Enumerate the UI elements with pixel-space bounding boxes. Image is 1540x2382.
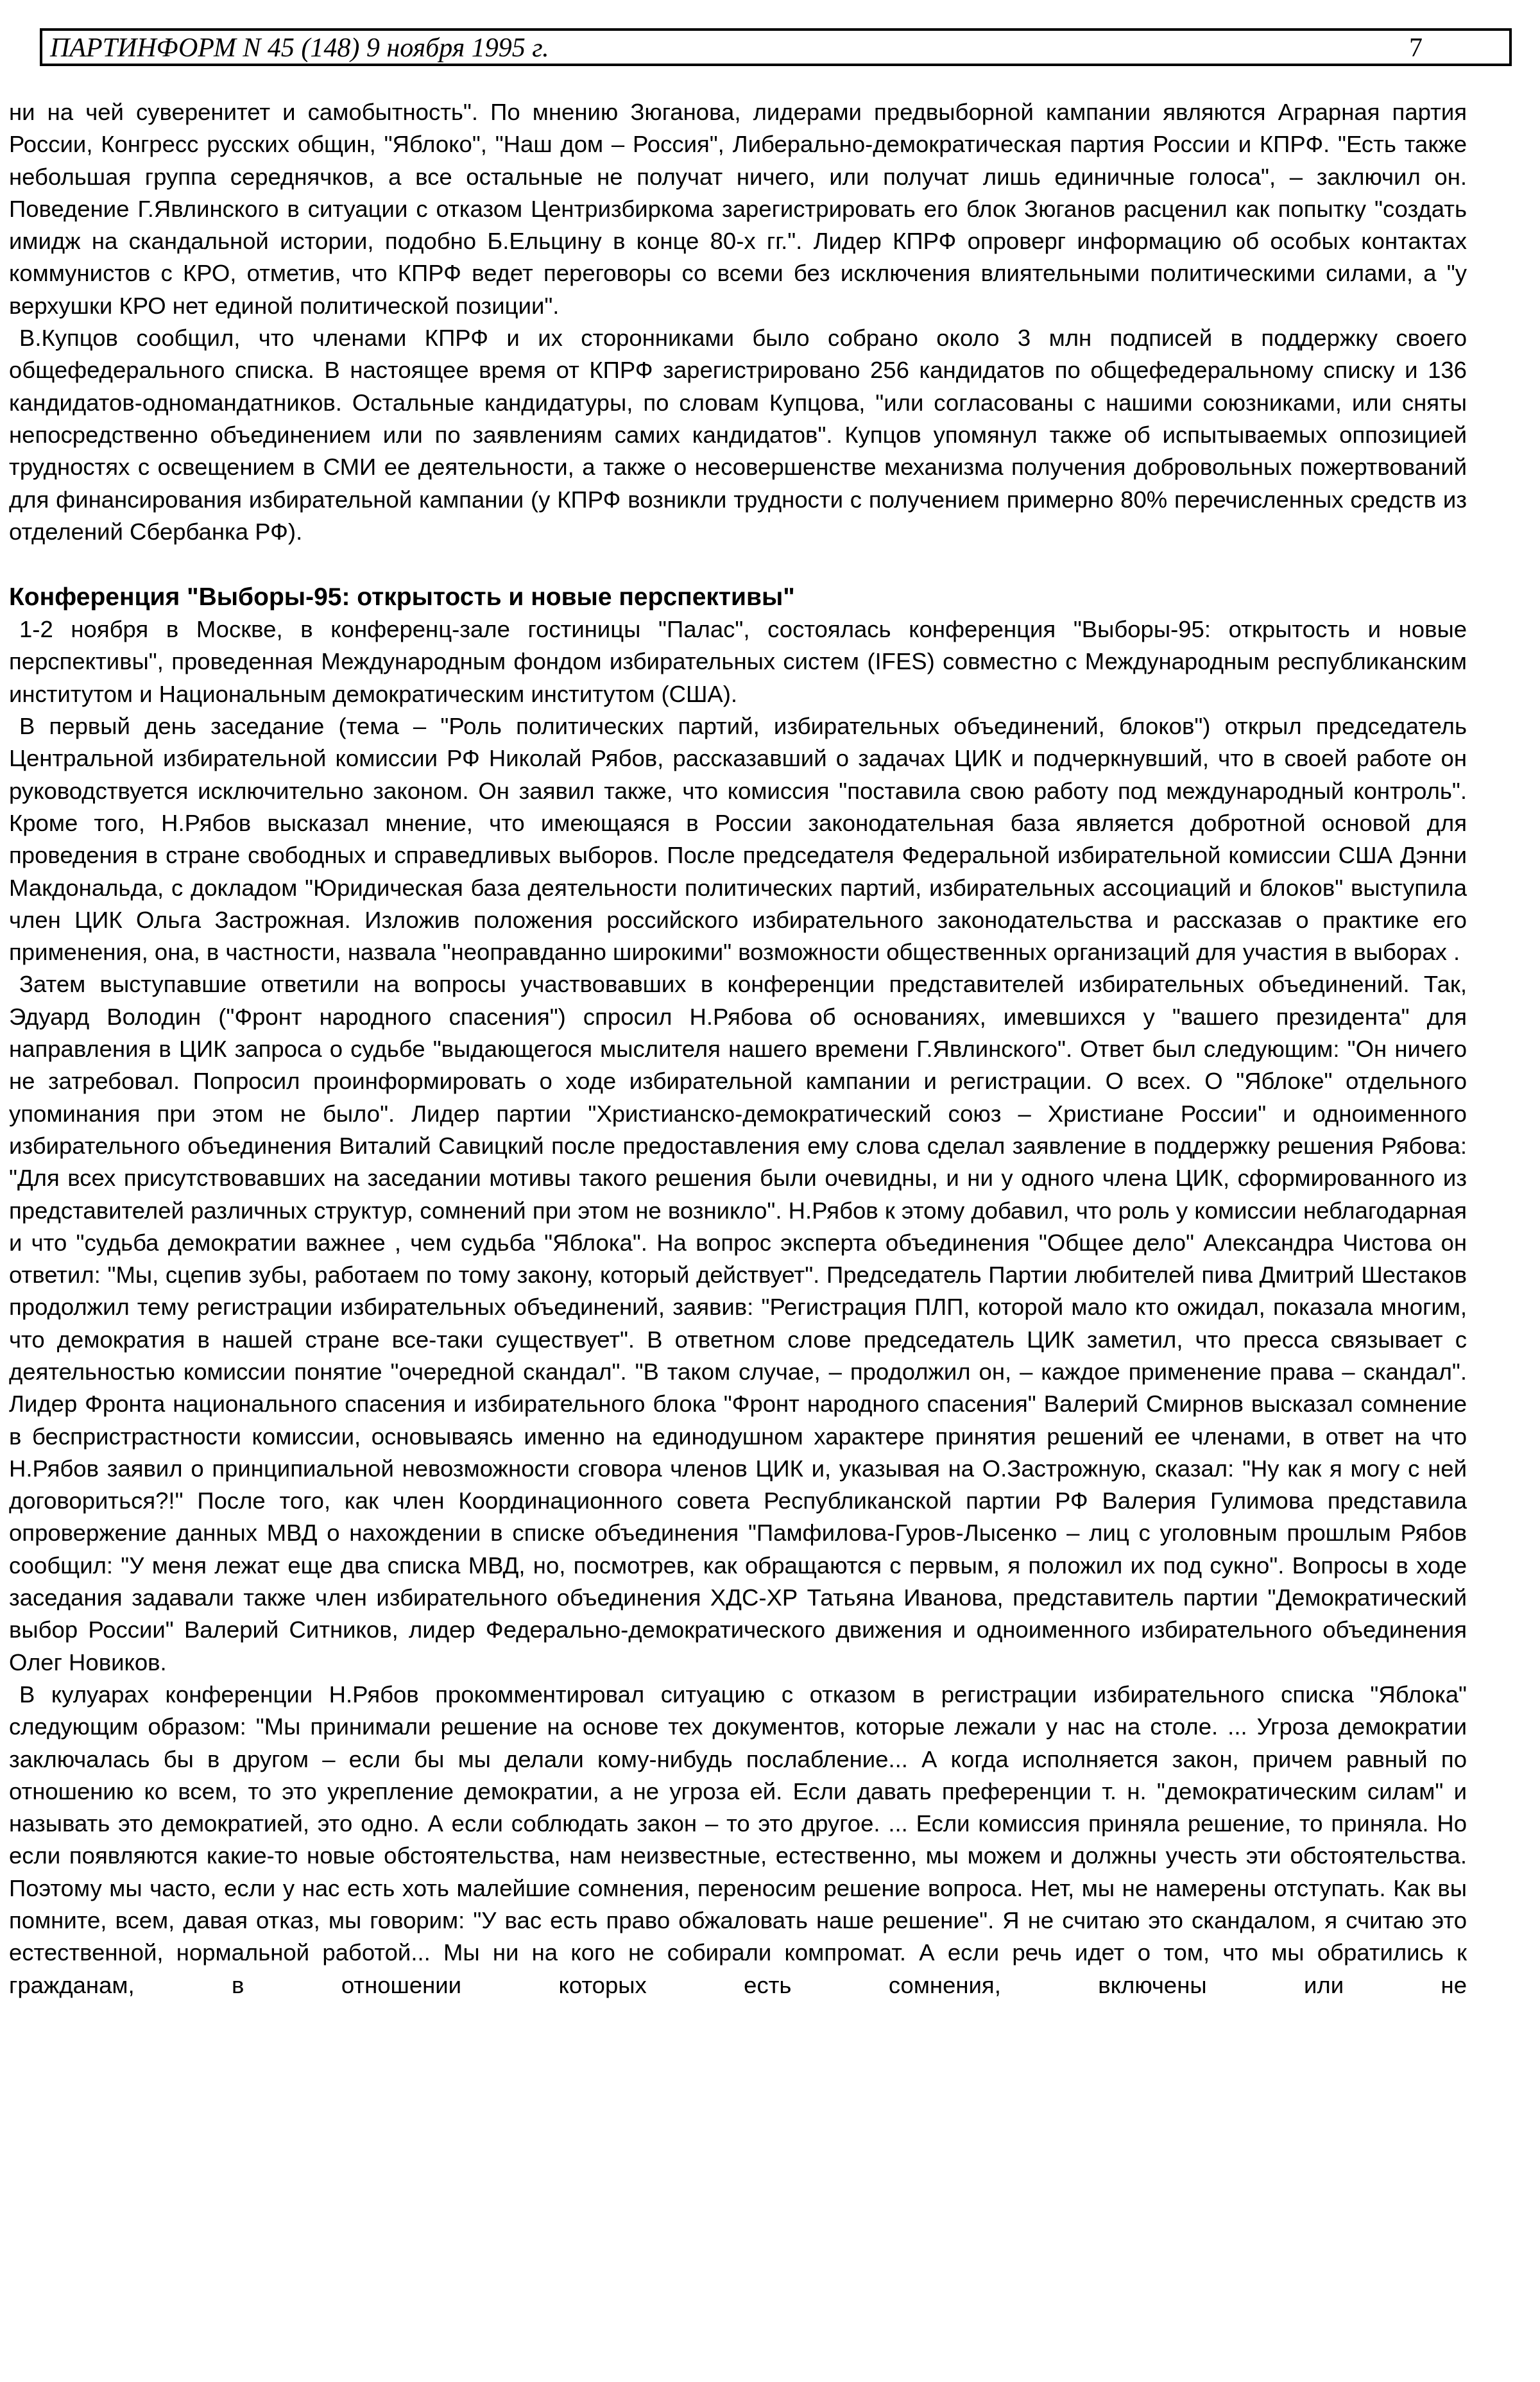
questions-paragraph: Затем выступавшие ответили на вопросы участвовавших в конференции представителей избирательных объединений. Так, Эдуард Володин ("Фронт народного спасения") спросил Н.Рябова об основаниях, имевшихся у "вашего президента" для направления в ЦИК запроса о судьбе "выдающегося мыслителя нашего времени Г.Явлинского". Ответ был следующим: "Он ничего не затребовал. Попросил проинформировать о ходе избирательной кампании и регистрации. О всех. О "Яблоке" отдельного упоминания при этом не было". Лидер партии "Христианско-демократический союз – Христиане России" и одноименного избирательного объединения Виталий Савицкий после предоставления ему слова сделал заявление в поддержку решения Рябова: "Для всех присутствовавших на заседании мотивы такого решения были очевидны, и ни у одного члена ЦИК, сформированного из представителей различных структур, сомнений при этом не возникло". Н.Рябов к этому добавил, что роль у комиссии неблагодарная и что "судьба демократии важнее , чем судьба "Яблока". На вопрос эксперта объединения "Общее дело" Александра Чистова он ответил: "Мы, сцепив зубы, работаем по тому закону, который действует". Председатель Партии любителей пива Дмитрий Шестаков продолжил тему регистрации избирательных объединений, заявив: "Регистрация ПЛП, которой мало кто ожидал, показала многим, что демократия в нашей стране все-таки существует". В ответном слове председатель ЦИК заметил, что пресса связывает с деятельностью комиссии понятие "очередной скандал". "В таком случае, – продолжил он, – каждое применение права – скандал". Лидер Фронта национального спасения и избирательного блока "Фронт народного спасения" Валерий Смирнов высказал сомнение в беспристрастности комиссии, основываясь именно на единодушном характере принятия решений ее членами, в ответ на что Н.Рябов заявил о принципиальной невозможности сговора членов ЦИК и, указывая на О.Застрожную, сказал: "Ну как я могу с ней договориться?!" После того, как член Координационного совета Республиканской партии РФ Валерия Гулимова представила опровержение данных МВД о нахождении в списке объединения "Памфилова-Гуров-Лысенко – лиц с уголовным прошлым Рябов сообщил: "У меня лежат еще два списка МВД, но, посмотрев, как обращаются с первым, я положил их под сукно". Вопросы в ходе заседания задавали также член избирательного объединения ХДС-ХР Татьяна Иванова, представитель партии "Демократический выбор России" Валерий Ситников, лидер Федерально-демократического движения и одноименного избирательного объединения Олег Новиков. (9, 971, 1467, 1675)
conference-heading: Конференция "Выборы-95: открытость и новые перспективы" (9, 583, 795, 612)
page-header (40, 28, 1512, 66)
publication-title: ПАРТИНФОРМ N 45 (148) 9 ноября 1995 г. (50, 33, 549, 63)
newsletter-page (40, 28, 1509, 66)
article-continuation-paragraph: ни на чей суверенитет и самобытность". По мнению Зюганова, лидерами предвыборной кампании являются Аграрная партия России, Конгресс русских общин, "Яблоко", "Наш дом – Россия", Либерально-демократическая партия России и КПРФ. "Есть также небольшая группа середнячков, а все остальные не получат ничего, или получат лишь единичные голоса", – заключил он. Поведение Г.Явлинского в ситуации с отказом Центризбиркома зарегистрировать его блок Зюганов расценил как попытку "создать имидж на скандальной истории, подобно Б.Ельцину в конце 80-х гг.". Лидер КПРФ опроверг информацию об особых контактах коммунистов с КРО, отметив, что КПРФ ведет переговоры со всеми без исключения влиятельными политическими силами, а "у верхушки КРО нет единой политической позиции". (9, 99, 1467, 319)
sidelines-paragraph: В кулуарах конференции Н.Рябов прокомментировал ситуацию с отказом в регистрации избирательного списка "Яблока" следующим образом: "Мы принимали решение на основе тех документов, которые лежали у нас на столе. ... Угроза демократии заключалась бы в другом – если бы мы делали кому-нибудь послабление... А когда исполняется закон, причем равный по отношению ко всем, то это укрепление демократии, а не угроза ей. Если давать преференции т. н. "демократическим силам" и называть это демократией, это одно. А если соблюдать закон – то это другое. ... Если комиссия приняла решение, то приняла. Но если появляются какие-то новые обстоятельства, нам неизвестные, естественно, мы можем и должны учесть эти обстоятельства. Поэтому мы часто, если у нас есть хоть малейшие сомнения, переносим решение вопроса. Нет, мы не намерены отступать. Как вы помните, всем, давая отказ, мы говорим: "У вас есть право обжаловать наше решение". Я не считаю это скандалом, я считаю это естественной, нормальной работой... Мы ни на кого не собирали компромат. А если речь идет о том, что мы обратились к гражданам, в отношении которых есть сомнения, включены или не (9, 1681, 1467, 1998)
first-day-paragraph: В первый день заседание (тема – "Роль политических партий, избирательных объединений, блоков") открыл председатель Центральной избирательной комиссии РФ Николай Рябов, рассказавший о задачах ЦИК и подчеркнувший, что в своей работе он руководствуется исключительно законом. Он заявил также, что комиссия "поставила свою работу под международный контроль". Кроме того, Н.Рябов высказал мнение, что имеющаяся в России законодательная база является добротной основой для проведения в стране свободных и справедливых выборов. После председателя Федеральной избирательной комиссии США Дэнни Макдональда, с докладом "Юридическая база деятельности политических партий, избирательных ассоциаций и блоков" выступила член ЦИК Ольга Застрожная. Изложив положения российского избирательного законодательства и рассказав о практике его применения, она, в частности, назвала "неоправданно широкими" возможности общественных организаций для участия в выборах . (9, 713, 1467, 966)
page-number: 7 (1409, 33, 1423, 63)
section-spacer (9, 548, 1467, 581)
kuptsov-paragraph: В.Купцов сообщил, что членами КПРФ и их сторонниками было собрано около 3 млн подписей в поддержку своего общефедерального списка. В настоящее время от КПРФ зарегистрировано 256 кандидатов по общефедеральному списку и 136 кандидатов-одномандатников. Остальные кандидатуры, по словам Купцова, "или согласованы с нашими союзниками, или сняты непосредственно объединением или по заявлениям самих кандидатов". Купцов упомянул также об испытываемых оппозицией трудностях с освещением в СМИ ее деятельности, а также о несовершенстве механизма получения добровольных пожертвований для финансирования избирательной кампании (у КПРФ возникли трудности с получением примерно 80% перечисленных средств из отделений Сбербанка РФ). (9, 325, 1467, 545)
page-content (9, 96, 1467, 2001)
conference-intro-paragraph: 1-2 ноября в Москве, в конференц-зале гостиницы "Палас", состоялась конференция "Выборы-95: открытость и новые перспективы", проведенная Международным фондом избирательных систем (IFES) совместно с Международным республиканским институтом и Национальным демократическим институтом (США). (9, 616, 1467, 707)
